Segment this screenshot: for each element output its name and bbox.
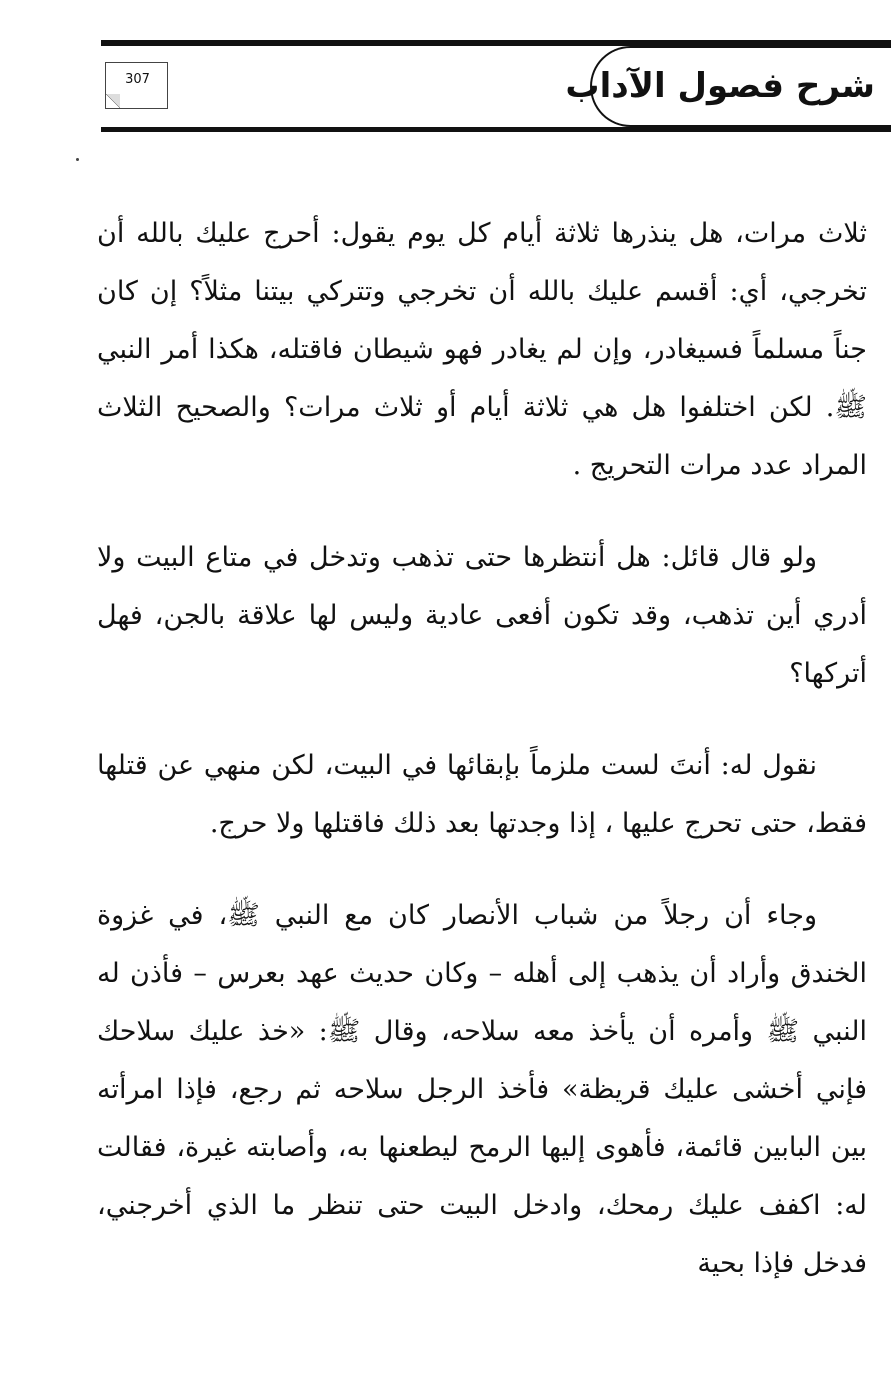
running-title: شرح فصول الآداب xyxy=(565,66,875,106)
paragraph-gap xyxy=(97,703,867,737)
page-curl-icon xyxy=(106,94,120,108)
page-header xyxy=(0,0,891,150)
header-bottom-rule xyxy=(101,127,891,132)
paragraph-gap xyxy=(97,853,867,887)
scan-speck xyxy=(76,158,79,161)
paragraph-1: ثلاث مرات، هل ينذرها ثلاثة أيام كل يوم يقول: أحرج عليك بالله أن تخرجي، أي: أقسم عليك بالله أن تخرجي وتتركي بيتنا مثلاً؟ إن كان جناً مسلماً فسيغادر، وإن لم يغادر فهو شيطان فاقتله، هكذا أمر النبي ﷺ. لكن اختلفوا هل هي ثلاثة أيام أو ثلاث مرات؟ والصحيح الثلاث المراد عدد مرات التحريج . xyxy=(97,218,867,481)
page-number: 307 xyxy=(125,72,150,87)
paragraph-4: وجاء أن رجلاً من شباب الأنصار كان مع النبي ﷺ، في غزوة الخندق وأراد أن يذهب إلى أهله – وكان حديث عهد بعرس – فأذن له النبي ﷺ وأمره أن يأخذ معه سلاحه، وقال ﷺ: «خذ عليك سلاحك فإني أخشى عليك قريظة» فأخذ الرجل سلاحه ثم رجع، فإذا امرأته بين البابين قائمة، فأهوى إليها الرمح ليطعنها به، وأصابته غيرة، فقالت له: اكفف عليك رمحك، وادخل البيت حتى تنظر ما الذي أخرجني، فدخل فإذا بحية xyxy=(97,900,867,1279)
page-number-box xyxy=(105,62,168,109)
paragraph-3: نقول له: أنتَ لست ملزماً بإبقائها في البيت، لكن منهي عن قتلها فقط، حتى تحرج عليها ، إذا وجدتها بعد ذلك فاقتلها ولا حرج. xyxy=(97,750,867,839)
paragraph-2: ولو قال قائل: هل أنتظرها حتى تذهب وتدخل في متاع البيت ولا أدري أين تذهب، وقد تكون أفعى عادية وليس لها علاقة بالجن، فهل أتركها؟ xyxy=(97,542,867,689)
paragraph-gap xyxy=(97,495,867,529)
page-body xyxy=(97,205,867,1293)
